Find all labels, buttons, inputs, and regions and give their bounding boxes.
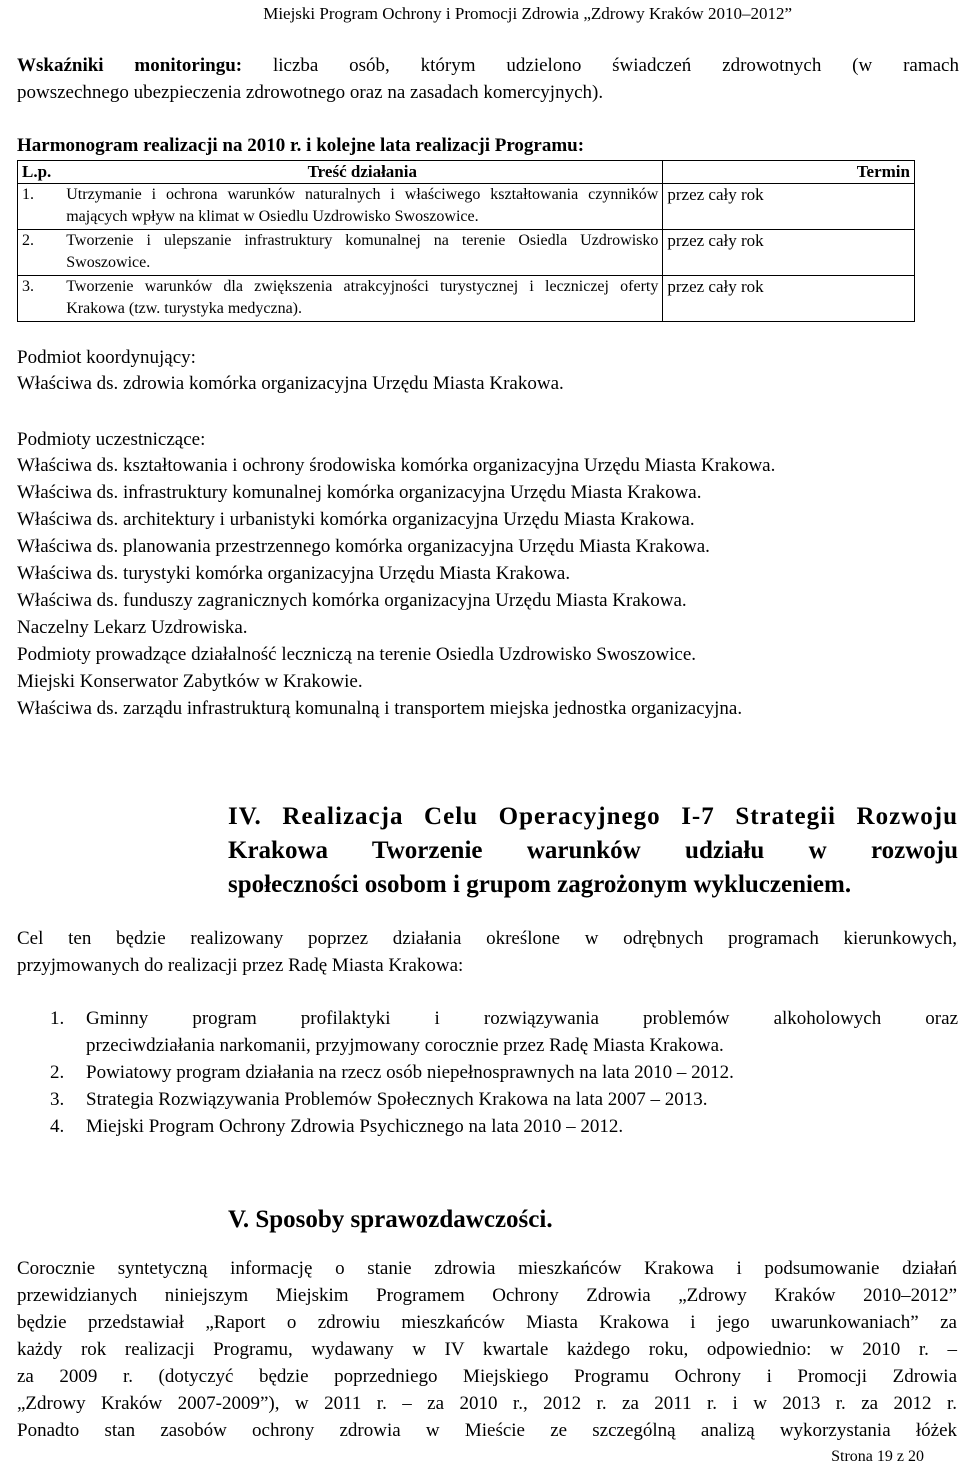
schedule-table [17,160,915,322]
list-text: Powiatowy program działania na rzecz osób niepełnosprawnych na lata 2010 – 2012. [86,1062,734,1083]
section4-intro-1: Cel ten będzie realizowany poprzez działania określone w odrębnych programach kierunkowych, [17,928,957,949]
row-text: Utrzymanie i ochrona warunków naturalnych i właściwego kształtowania czynników mających wpływ na klimat w Osiedlu Uzdrowisko Swoszowice. [62,184,663,230]
table-row [18,230,915,276]
list-item: Naczelny Lekarz Uzdrowiska. [17,617,248,638]
section4-title-line1: IV. Realizacja Celu Operacyjnego I-7 Strategii Rozwoju [228,803,958,830]
section5-line: Ponadto stan zasobów ochrony zdrowia w Mieście ze szczególną analizą wykorzystania łóżek [17,1420,957,1441]
row-text: Tworzenie i ulepszanie infrastruktury komunalnej na terenie Osiedla Uzdrowisko Swoszowice. [62,230,663,276]
section4-title-line3: społeczności osobom i grupom zagrożonym wykluczeniem. [228,871,852,898]
header-term: Termin [663,161,915,184]
list-item [50,1059,958,1086]
coordinator-text: Właściwa ds. zdrowia komórka organizacyjna Urzędu Miasta Krakowa. [17,373,564,394]
section4-intro-2: przyjmowanych do realizacji przez Radę Miasta Krakowa: [17,955,464,976]
list-num: 2. [50,1062,65,1083]
section5-line: „Zdrowy Kraków 2007-2009”), w 2011 r. – za 2010 r., 2012 r. za 2011 r. i w 2013 r. za 2012 r. [17,1393,957,1414]
indicators-text-2: powszechnego ubezpieczenia zdrowotnego oraz na zasadach komercyjnych). [17,82,604,103]
participants-heading: Podmioty uczestniczące: [17,429,206,450]
table-header-row [18,161,915,184]
row-term: przez cały rok [663,230,915,276]
section4-title [228,800,958,902]
list-num: 1. [50,1008,65,1029]
row-term: przez cały rok [663,184,915,230]
section5-line: Corocznie syntetyczną informację o stanie zdrowia mieszkańców Krakowa i podsumowanie działań [17,1258,957,1279]
row-num: 1. [18,184,63,230]
section5-body [17,1255,957,1444]
list-text: Gminny program profilaktyki i rozwiązywania problemów alkoholowych oraz [86,1008,958,1029]
table-row [18,276,915,322]
list-item: Właściwa ds. architektury i urbanistyki komórka organizacyjna Urzędu Miasta Krakowa. [17,509,695,530]
list-num: 3. [50,1089,65,1110]
list-item [50,1005,958,1059]
list-item [50,1086,958,1113]
list-item: Właściwa ds. turystyki komórka organizacyjna Urzędu Miasta Krakowa. [17,563,571,584]
row-num: 2. [18,230,63,276]
list-item: Właściwa ds. funduszy zagranicznych komórka organizacyjna Urzędu Miasta Krakowa. [17,590,687,611]
page-number: Strona 19 z 20 [831,1448,924,1465]
schedule-title: Harmonogram realizacji na 2010 r. i kolejne lata realizacji Programu: [17,135,585,156]
row-text: Tworzenie warunków dla zwiększenia atrakcyjności turystycznej i leczniczej oferty Krakowa (tzw. turystyka medyczna). [62,276,663,322]
section4-list [50,1005,958,1140]
list-text: Strategia Rozwiązywania Problemów Społecznych Krakowa na lata 2007 – 2013. [86,1089,708,1110]
indicators [17,52,959,106]
section5-line: każdy rok realizacji Programu, wydawany w IV kwartale każdego roku, odpowiednio: w 2010 r. – [17,1339,957,1360]
list-item: Właściwa ds. planowania przestrzennego komórka organizacyjna Urzędu Miasta Krakowa. [17,536,710,557]
table-row [18,184,915,230]
section5-line: przewidzianych niniejszym Miejskim Programem Ochrony Zdrowia „Zdrowy Kraków 2010–2012” [17,1285,957,1306]
list-text: Miejski Program Ochrony Zdrowia Psychicznego na lata 2010 – 2012. [86,1116,624,1137]
section4-intro [17,925,957,979]
list-item: Właściwa ds. zarządu infrastrukturą komunalną i transportem miejska jednostka organizacyjna. [17,698,743,719]
list-item: Miejski Konserwator Zabytków w Krakowie. [17,671,363,692]
section4-title-line2: Krakowa Tworzenie warunków udziału w rozwoju [228,837,958,864]
indicators-text-1: liczba osób, którym udzielono świadczeń zdrowotnych (w ramach [242,55,959,76]
section5-title: V. Sposoby sprawozdawczości. [228,1206,553,1233]
row-num: 3. [18,276,63,322]
section5-line: za 2009 r. (dotyczyć będzie poprzedniego Miejskiego Programu Ochrony i Promocji Zdrowia [17,1366,957,1387]
section5-line: będzie przedstawiał „Raport o zdrowiu mieszkańców Miasta Krakowa i jego uwarunkowaniach” za [17,1312,957,1333]
header-content: Treść działania [62,161,663,184]
list-item: Podmioty prowadzące działalność leczniczą na terenie Osiedla Uzdrowisko Swoszowice. [17,644,696,665]
list-item [50,1113,958,1140]
indicators-label: Wskaźniki monitoringu: [17,55,243,76]
list-item: Właściwa ds. kształtowania i ochrony środowiska komórka organizacyjna Urzędu Miasta Krakowa. [17,455,776,476]
participants-list [17,452,957,722]
list-item: Właściwa ds. infrastruktury komunalnej komórka organizacyjna Urzędu Miasta Krakowa. [17,482,702,503]
list-num: 4. [50,1116,65,1137]
coordinator-heading: Podmiot koordynujący: [17,347,196,368]
row-term: przez cały rok [663,276,915,322]
header-lp: L.p. [18,161,63,184]
page-header: Miejski Program Ochrony i Promocji Zdrowia „Zdrowy Kraków 2010–2012” [263,4,792,23]
list-text-cont: przeciwdziałania narkomanii, przyjmowany corocznie przez Radę Miasta Krakowa. [86,1035,724,1056]
